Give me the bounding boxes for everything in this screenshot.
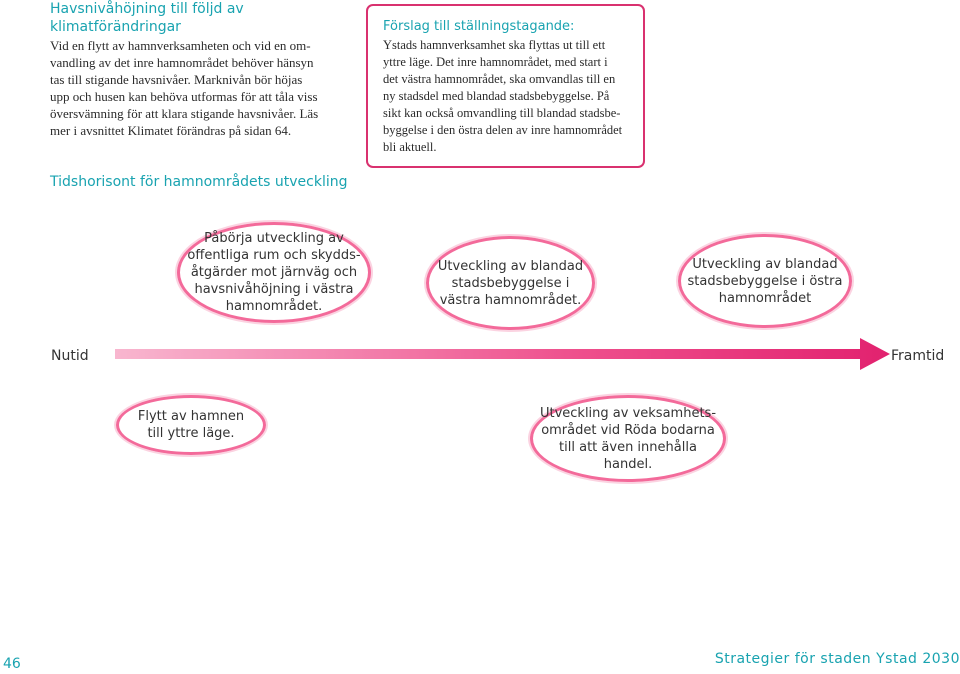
milestone-oval-public-spaces xyxy=(177,222,371,323)
milestone-oval-east-harbour xyxy=(678,234,852,328)
timeline-heading: Tidshorisont för hamnområdets utveckling xyxy=(50,174,348,190)
paragraph-line: tas till stigande havsnivåer. Marknivån bör höjas xyxy=(50,72,303,87)
paragraph-line: Vid en flytt av hamnverksamheten och vid en om- xyxy=(50,38,311,53)
publication-title: Strategier för staden Ystad 2030 xyxy=(714,651,960,667)
oval-line: Utveckling av blandad xyxy=(692,256,838,272)
oval-line: åtgärder mot järnväg och xyxy=(190,265,358,280)
paragraph-line: Ystads hamnverksamhet ska flyttas ut till ett xyxy=(383,38,606,52)
oval-line: handel. xyxy=(603,456,653,472)
proposal-body xyxy=(383,37,643,156)
oval-line: havsnivåhöjning i västra xyxy=(194,282,354,297)
section-heading-sea-level xyxy=(50,0,350,36)
oval-line: offentliga rum och skydds- xyxy=(187,248,361,263)
milestone-oval-roda-bodarna xyxy=(530,395,726,482)
proposal-box xyxy=(366,4,645,168)
paragraph-line: sikt kan också omvandling till blandad stadsbe- xyxy=(383,106,621,120)
oval-line: Påbörja utveckling av xyxy=(204,231,344,246)
proposal-title: Förslag till ställningstagande: xyxy=(383,19,575,34)
axis-end-label: Framtid xyxy=(891,348,945,364)
milestone-oval-west-harbour xyxy=(426,236,595,330)
milestone-oval-move-harbour xyxy=(116,395,266,455)
axis-start-label: Nutid xyxy=(51,348,89,364)
oval-line: Utveckling av blandad xyxy=(437,258,584,274)
paragraph-line: bli aktuell. xyxy=(383,140,437,154)
oval-line: till att även innehålla xyxy=(559,439,697,455)
paragraph-line: vandling av det inre hamnområdet behöver hänsyn xyxy=(50,55,314,70)
oval-line: Utveckling av veksamhets- xyxy=(539,405,717,421)
heading-line: klimatförändringar xyxy=(50,19,181,35)
oval-line: till yttre läge. xyxy=(147,426,235,441)
paragraph-line: upp och husen kan behöva utformas för att tåla viss xyxy=(50,89,318,104)
oval-line: Flytt av hamnen xyxy=(137,409,245,424)
oval-line: området vid Röda bodarna xyxy=(541,422,715,438)
heading-line: Havsnivåhöjning till följd av xyxy=(50,1,244,17)
oval-line: västra hamnområdet. xyxy=(439,292,582,308)
paragraph-line: ny stadsdel med blandad stadsbebyggelse. På xyxy=(383,89,610,103)
paragraph-line: det västra hamnområdet, ska omvandlas till en xyxy=(383,72,616,86)
intro-paragraph xyxy=(50,37,350,139)
oval-line: hamnområdet xyxy=(718,290,812,306)
oval-line: stadsbebyggelse i östra xyxy=(687,273,843,289)
paragraph-line: mer i avsnittet Klimatet förändras på sidan 64. xyxy=(50,123,292,138)
oval-line: hamnområdet. xyxy=(225,299,323,314)
paragraph-line: yttre läge. Det inre hamnområdet, med start i xyxy=(383,55,608,69)
oval-line: stadsbebyggelse i xyxy=(451,275,570,291)
paragraph-line: byggelse i den östra delen av inre hamnområdet xyxy=(383,123,623,137)
page-number: 46 xyxy=(3,656,21,672)
timeline-arrow xyxy=(115,338,890,370)
paragraph-line: översvämning för att klara stigande havsnivåer. Läs xyxy=(50,106,319,121)
